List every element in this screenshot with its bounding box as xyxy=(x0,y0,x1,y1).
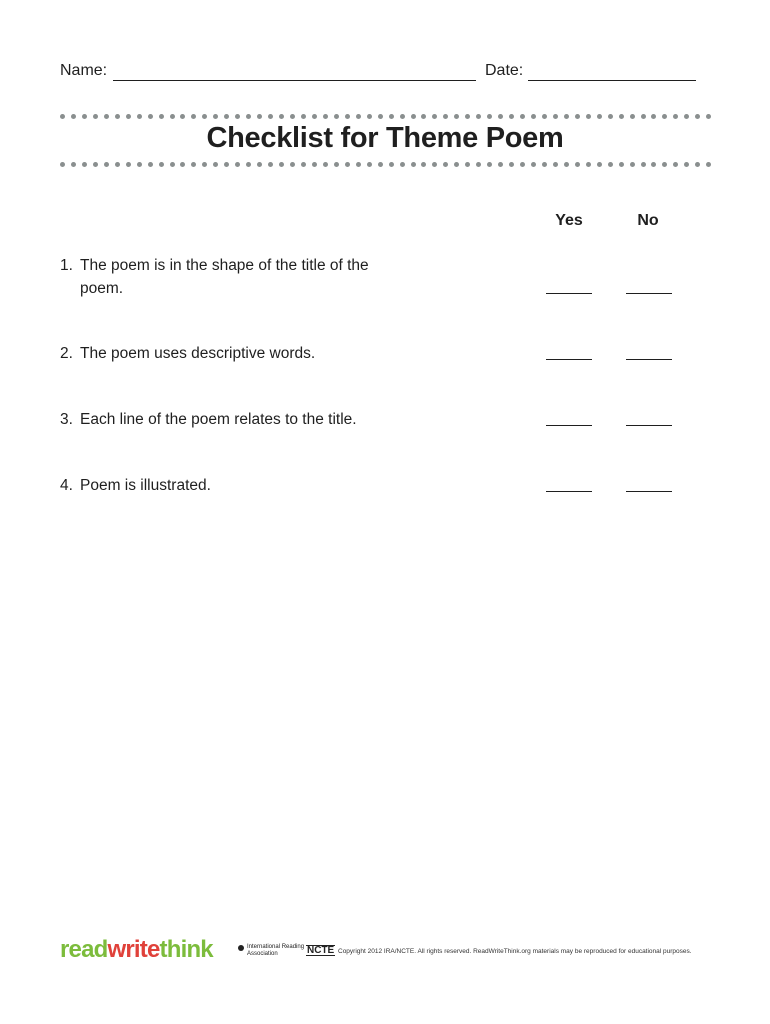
divider-dot xyxy=(137,162,142,167)
divider-dot xyxy=(71,162,76,167)
divider-dot xyxy=(531,162,536,167)
item-1-no-blank xyxy=(626,293,672,294)
item-number: 1. xyxy=(60,257,73,274)
divider-dot xyxy=(597,162,602,167)
divider-dot xyxy=(400,114,405,119)
readwritethink-logo xyxy=(60,936,213,964)
divider-dot xyxy=(465,114,470,119)
item-number: 3. xyxy=(60,411,73,428)
item-text: The poem uses descriptive words. xyxy=(80,345,316,362)
divider-dot xyxy=(509,114,514,119)
divider-dot xyxy=(673,162,678,167)
divider-dot xyxy=(619,114,624,119)
divider-dot xyxy=(180,114,185,119)
item-number: 4. xyxy=(60,477,73,494)
item-1-yes-blank xyxy=(546,293,592,294)
item-text: Poem is illustrated. xyxy=(80,477,211,494)
divider-dot xyxy=(367,114,372,119)
divider-dot xyxy=(487,162,492,167)
copyright-text: Copyright 2012 IRA/NCTE. All rights reserved. ReadWriteThink.org materials may be reproduced for educational purposes. xyxy=(338,948,692,955)
logo-think: think xyxy=(159,936,213,963)
divider-dot xyxy=(159,162,164,167)
divider-dot xyxy=(126,114,131,119)
divider-dot xyxy=(137,114,142,119)
divider-dot xyxy=(312,114,317,119)
divider-dot xyxy=(553,162,558,167)
divider-dot xyxy=(268,114,273,119)
footer xyxy=(60,936,720,966)
dotted-divider-bottom xyxy=(60,161,712,167)
item-3-no-blank xyxy=(626,425,672,426)
divider-dot xyxy=(542,114,547,119)
divider-dot xyxy=(421,162,426,167)
divider-dot xyxy=(608,114,613,119)
divider-dot xyxy=(191,114,196,119)
logo-write: write xyxy=(107,936,160,963)
page-title: Checklist for Theme Poem xyxy=(206,122,564,154)
divider-dot xyxy=(476,114,481,119)
date-label: Date: xyxy=(485,62,524,79)
column-header-no: No xyxy=(637,212,659,229)
divider-dot xyxy=(290,162,295,167)
divider-dot xyxy=(454,162,459,167)
divider-dot xyxy=(564,114,569,119)
divider-dot xyxy=(82,114,87,119)
divider-dot xyxy=(202,162,207,167)
divider-dot xyxy=(586,162,591,167)
divider-dot xyxy=(257,162,262,167)
divider-dot xyxy=(389,114,394,119)
divider-dot xyxy=(520,162,525,167)
divider-dot xyxy=(334,114,339,119)
divider-dot xyxy=(268,162,273,167)
divider-dot xyxy=(170,162,175,167)
divider-dot xyxy=(148,162,153,167)
divider-dot xyxy=(312,162,317,167)
item-number: 2. xyxy=(60,345,73,362)
item-3-yes-blank xyxy=(546,425,592,426)
divider-dot xyxy=(279,114,284,119)
divider-dot xyxy=(93,114,98,119)
divider-dot xyxy=(586,114,591,119)
divider-dot xyxy=(454,114,459,119)
divider-dot xyxy=(619,162,624,167)
divider-dot xyxy=(60,114,65,119)
item-text: Each line of the poem relates to the title. xyxy=(80,411,357,428)
divider-dot xyxy=(246,114,251,119)
divider-dot xyxy=(356,114,361,119)
divider-dot xyxy=(662,162,667,167)
divider-dot xyxy=(476,162,481,167)
divider-dot xyxy=(235,162,240,167)
divider-dot xyxy=(224,114,229,119)
divider-dot xyxy=(60,162,65,167)
divider-dot xyxy=(71,114,76,119)
ira-logo-text: International Reading Association xyxy=(247,944,305,957)
divider-dot xyxy=(224,162,229,167)
divider-dot xyxy=(630,162,635,167)
header-row xyxy=(60,62,700,86)
divider-dot xyxy=(673,114,678,119)
divider-dot xyxy=(367,162,372,167)
divider-dot xyxy=(400,162,405,167)
divider-dot xyxy=(213,162,218,167)
divider-dot xyxy=(706,162,711,167)
divider-dot xyxy=(148,114,153,119)
divider-dot xyxy=(641,114,646,119)
ira-logo-icon xyxy=(238,945,244,951)
divider-dot xyxy=(498,162,503,167)
divider-dot xyxy=(542,162,547,167)
divider-dot xyxy=(651,114,656,119)
divider-dot xyxy=(641,162,646,167)
divider-dot xyxy=(443,114,448,119)
divider-dot xyxy=(465,162,470,167)
divider-dot xyxy=(279,162,284,167)
divider-dot xyxy=(290,114,295,119)
divider-dot xyxy=(334,162,339,167)
divider-dot xyxy=(378,114,383,119)
item-text: The poem is in the shape of the title of the poem. xyxy=(80,257,369,297)
divider-dot xyxy=(356,162,361,167)
divider-dot xyxy=(323,162,328,167)
divider-dot xyxy=(411,162,416,167)
divider-dot xyxy=(159,114,164,119)
divider-dot xyxy=(180,162,185,167)
divider-dot xyxy=(323,114,328,119)
logo-read: read xyxy=(60,936,108,963)
divider-dot xyxy=(389,162,394,167)
divider-dot xyxy=(487,114,492,119)
divider-dot xyxy=(608,162,613,167)
divider-dot xyxy=(246,162,251,167)
divider-dot xyxy=(115,162,120,167)
divider-dot xyxy=(531,114,536,119)
divider-dot xyxy=(651,162,656,167)
ncte-logo: NCTE xyxy=(307,945,335,956)
name-blank-line xyxy=(113,80,476,81)
divider-dot xyxy=(684,114,689,119)
divider-dot xyxy=(378,162,383,167)
item-2-no-blank xyxy=(626,359,672,360)
divider-dot xyxy=(684,162,689,167)
divider-dot xyxy=(432,162,437,167)
divider-dot xyxy=(301,114,306,119)
divider-dot xyxy=(630,114,635,119)
divider-dot xyxy=(564,162,569,167)
divider-dot xyxy=(432,114,437,119)
divider-dot xyxy=(93,162,98,167)
divider-dot xyxy=(126,162,131,167)
divider-dot xyxy=(257,114,262,119)
date-blank-line xyxy=(528,80,696,81)
divider-dot xyxy=(553,114,558,119)
divider-dot xyxy=(498,114,503,119)
divider-dot xyxy=(104,162,109,167)
item-4-yes-blank xyxy=(546,491,592,492)
divider-dot xyxy=(345,162,350,167)
divider-dot xyxy=(575,114,580,119)
divider-dot xyxy=(520,114,525,119)
divider-dot xyxy=(575,162,580,167)
name-label: Name: xyxy=(60,62,108,79)
divider-dot xyxy=(213,114,218,119)
divider-dot xyxy=(421,114,426,119)
divider-dot xyxy=(191,162,196,167)
divider-dot xyxy=(170,114,175,119)
item-4-no-blank xyxy=(626,491,672,492)
divider-dot xyxy=(82,162,87,167)
divider-dot xyxy=(301,162,306,167)
divider-dot xyxy=(509,162,514,167)
divider-dot xyxy=(662,114,667,119)
divider-dot xyxy=(695,162,700,167)
divider-dot xyxy=(443,162,448,167)
dotted-divider-top xyxy=(60,113,712,119)
divider-dot xyxy=(411,114,416,119)
item-2-yes-blank xyxy=(546,359,592,360)
divider-dot xyxy=(597,114,602,119)
column-header-yes: Yes xyxy=(555,212,583,229)
divider-dot xyxy=(202,114,207,119)
divider-dot xyxy=(706,114,711,119)
divider-dot xyxy=(345,114,350,119)
divider-dot xyxy=(104,114,109,119)
divider-dot xyxy=(695,114,700,119)
divider-dot xyxy=(235,114,240,119)
divider-dot xyxy=(115,114,120,119)
